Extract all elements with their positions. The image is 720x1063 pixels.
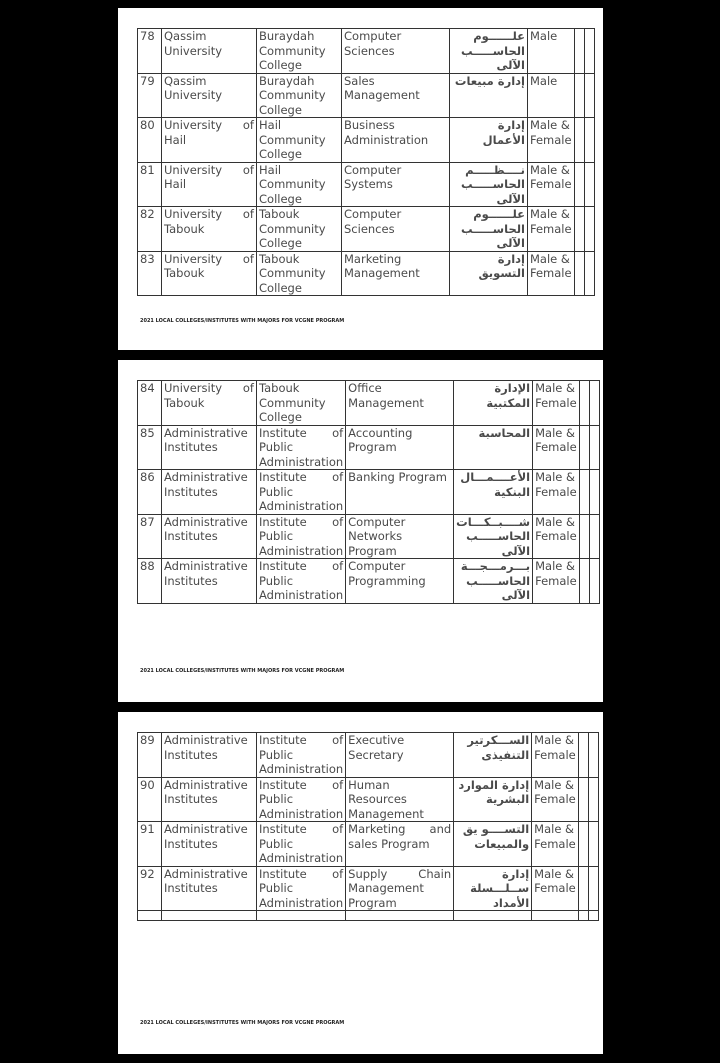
table-row (138, 73, 595, 118)
table-row (138, 118, 595, 163)
empty-cell (589, 470, 599, 515)
empty-cell (532, 911, 579, 921)
major-cell: Marketing Management (342, 251, 450, 296)
college-cell: Buraydah Community College (257, 73, 342, 118)
empty-cell (574, 207, 584, 252)
empty-cell (574, 73, 584, 118)
empty-cell (584, 207, 594, 252)
university-cell: Administrative Institutes (162, 559, 257, 604)
gender-cell: Male & Female (533, 559, 580, 604)
major-cell: Business Administration (342, 118, 450, 163)
row-number: 81 (138, 162, 162, 207)
row-number: 79 (138, 73, 162, 118)
empty-cell (584, 118, 594, 163)
college-cell: Institute of Public Administration (257, 733, 346, 778)
university-cell: Administrative Institutes (162, 470, 257, 515)
university-cell: Qassim University (162, 73, 257, 118)
empty-cell (588, 777, 598, 822)
arabic-major-cell: إدارة الموارد البشرية (454, 777, 532, 822)
college-cell: Institute of Public Administration (257, 777, 346, 822)
table-row (138, 822, 599, 867)
table-row (138, 514, 600, 559)
document-page-2 (118, 360, 603, 702)
college-cell: Tabouk Community College (257, 381, 346, 426)
empty-cell (138, 911, 162, 921)
major-cell: Computer Programming (346, 559, 454, 604)
major-cell: Computer Networks Program (346, 514, 454, 559)
empty-cell (588, 733, 598, 778)
arabic-major-cell: شــــبــكـــات الحاســـــب الآلى (454, 514, 533, 559)
university-cell: University of Tabouk (162, 381, 257, 426)
university-cell: Administrative Institutes (162, 822, 257, 867)
empty-cell (578, 911, 588, 921)
row-number: 86 (138, 470, 162, 515)
empty-cell (584, 29, 594, 74)
arabic-major-cell: نــــظـــــم الحاســـــب الآلى (450, 162, 528, 207)
empty-cell (574, 29, 584, 74)
table-row (138, 251, 595, 296)
page-footer: 2021 LOCAL COLLEGES/INSTITUTES WITH MAJORS FOR VCGNE PROGRAM (140, 318, 345, 324)
empty-cell (257, 911, 346, 921)
gender-cell: Male (528, 29, 575, 74)
empty-cell (579, 470, 589, 515)
gender-cell: Male & Female (528, 118, 575, 163)
university-cell: Qassim University (162, 29, 257, 74)
table-row (138, 425, 600, 470)
university-cell: University of Tabouk (162, 251, 257, 296)
row-number: 91 (138, 822, 162, 867)
major-cell: Supply Chain Management Program (346, 866, 454, 911)
university-cell: University of Hail (162, 118, 257, 163)
university-cell: Administrative Institutes (162, 425, 257, 470)
table-row (138, 162, 595, 207)
college-cell: Hail Community College (257, 118, 342, 163)
row-number: 83 (138, 251, 162, 296)
gender-cell: Male & Female (528, 251, 575, 296)
college-cell: Buraydah Community College (257, 29, 342, 74)
arabic-major-cell: بـــرمـــجـــة الحاســـــب الآلى (454, 559, 533, 604)
empty-cell (589, 381, 599, 426)
college-cell: Institute of Public Administration (257, 866, 346, 911)
table-row (138, 470, 600, 515)
row-number: 80 (138, 118, 162, 163)
table-row (138, 777, 599, 822)
empty-cell (574, 251, 584, 296)
university-cell: Administrative Institutes (162, 733, 257, 778)
major-cell: Human Resources Management (346, 777, 454, 822)
document-page-3 (118, 712, 603, 1054)
table-row (138, 29, 595, 74)
arabic-major-cell: المحاسبة (454, 425, 533, 470)
college-cell: Institute of Public Administration (257, 470, 346, 515)
gender-cell: Male & Female (532, 777, 579, 822)
major-cell: Computer Sciences (342, 207, 450, 252)
university-cell: Administrative Institutes (162, 866, 257, 911)
gender-cell: Male & Female (533, 425, 580, 470)
row-number: 82 (138, 207, 162, 252)
major-cell: Banking Program (346, 470, 454, 515)
empty-cell (346, 911, 454, 921)
major-cell: Executive Secretary (346, 733, 454, 778)
page-footer: 2021 LOCAL COLLEGES/INSTITUTES WITH MAJORS FOR VCGNE PROGRAM (140, 668, 345, 674)
empty-cell (589, 559, 599, 604)
table-row (138, 381, 600, 426)
gender-cell: Male & Female (528, 207, 575, 252)
major-cell: Sales Management (342, 73, 450, 118)
college-cell: Institute of Public Administration (257, 425, 346, 470)
empty-cell (584, 73, 594, 118)
empty-cell (589, 425, 599, 470)
table-row (138, 733, 599, 778)
empty-cell (578, 733, 588, 778)
arabic-major-cell: إدارة الأعمال (450, 118, 528, 163)
college-cell: Institute of Public Administration (257, 822, 346, 867)
university-cell: Administrative Institutes (162, 514, 257, 559)
empty-cell (578, 822, 588, 867)
major-cell: Accounting Program (346, 425, 454, 470)
arabic-major-cell: الأعــــمـــال البنكية (454, 470, 533, 515)
row-number: 88 (138, 559, 162, 604)
arabic-major-cell: علــــــوم الحاســـــب الآلى (450, 207, 528, 252)
major-cell: Office Management (346, 381, 454, 426)
college-cell: Institute of Public Administration (257, 559, 346, 604)
gender-cell: Male & Female (528, 162, 575, 207)
arabic-major-cell: إدارة مبيعات (450, 73, 528, 118)
table-row (138, 207, 595, 252)
university-cell: University of Tabouk (162, 207, 257, 252)
arabic-major-cell: الإدارة المكتبية (454, 381, 533, 426)
majors-table-1 (137, 28, 595, 296)
empty-cell (162, 911, 257, 921)
majors-table-3 (137, 732, 599, 921)
row-number: 90 (138, 777, 162, 822)
empty-cell (589, 514, 599, 559)
table-row (138, 866, 599, 911)
empty-table-row (138, 911, 599, 921)
empty-cell (588, 866, 598, 911)
table-row (138, 559, 600, 604)
empty-cell (579, 381, 589, 426)
gender-cell: Male & Female (533, 514, 580, 559)
major-cell: Marketing and sales Program (346, 822, 454, 867)
document-page-1 (118, 8, 603, 350)
row-number: 85 (138, 425, 162, 470)
arabic-major-cell: التســــو يق والمبيعات (454, 822, 532, 867)
arabic-major-cell: إدارة التسويق (450, 251, 528, 296)
gender-cell: Male & Female (532, 822, 579, 867)
gender-cell: Male & Female (532, 733, 579, 778)
empty-cell (579, 425, 589, 470)
empty-cell (454, 911, 532, 921)
empty-cell (588, 911, 598, 921)
gender-cell: Male (528, 73, 575, 118)
empty-cell (578, 777, 588, 822)
arabic-major-cell: الســـكرتير التنفيذى (454, 733, 532, 778)
college-cell: Institute of Public Administration (257, 514, 346, 559)
gender-cell: Male & Female (532, 866, 579, 911)
empty-cell (574, 118, 584, 163)
empty-cell (588, 822, 598, 867)
row-number: 78 (138, 29, 162, 74)
row-number: 84 (138, 381, 162, 426)
empty-cell (584, 162, 594, 207)
major-cell: Computer Sciences (342, 29, 450, 74)
university-cell: Administrative Institutes (162, 777, 257, 822)
row-number: 89 (138, 733, 162, 778)
college-cell: Tabouk Community College (257, 251, 342, 296)
majors-table-2 (137, 380, 600, 604)
empty-cell (579, 514, 589, 559)
row-number: 92 (138, 866, 162, 911)
major-cell: Computer Systems (342, 162, 450, 207)
college-cell: Hail Community College (257, 162, 342, 207)
empty-cell (579, 559, 589, 604)
gender-cell: Male & Female (533, 381, 580, 426)
empty-cell (584, 251, 594, 296)
college-cell: Tabouk Community College (257, 207, 342, 252)
gender-cell: Male & Female (533, 470, 580, 515)
empty-cell (574, 162, 584, 207)
row-number: 87 (138, 514, 162, 559)
university-cell: University of Hail (162, 162, 257, 207)
page-footer: 2021 LOCAL COLLEGES/INSTITUTES WITH MAJORS FOR VCGNE PROGRAM (140, 1020, 345, 1026)
arabic-major-cell: إدارة ســلـــسلة الأمداد (454, 866, 532, 911)
empty-cell (578, 866, 588, 911)
arabic-major-cell: علــــــوم الحاســـــب الآلى (450, 29, 528, 74)
